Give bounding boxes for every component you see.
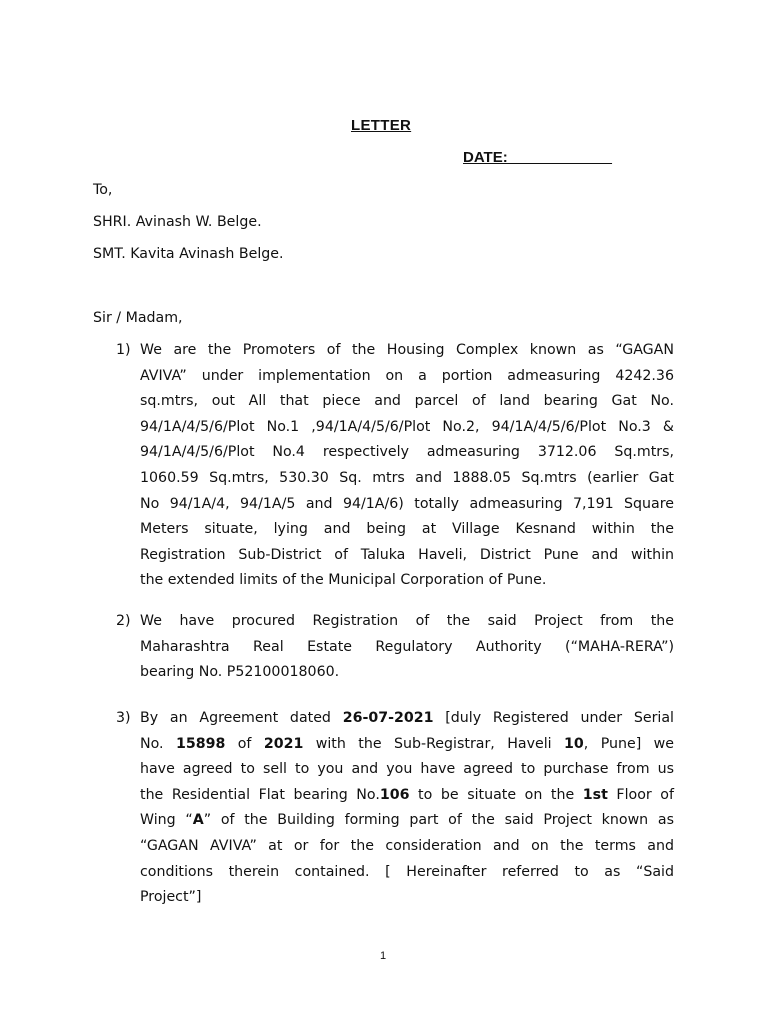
text-run: conditions therein contained. [ Hereinafter referred to as “Said [140, 863, 674, 880]
date-field: DATE: ____________ [463, 149, 612, 166]
paragraph-line [140, 757, 674, 783]
text-run: No. [140, 735, 176, 752]
serial-number: 15898 [175, 735, 226, 752]
text-run: “GAGAN AVIVA” at or for the consideration and on the terms and [140, 837, 674, 854]
paragraph-line [140, 732, 674, 758]
paragraph-line: 1060.59 Sq.mtrs, 530.30 Sq. mtrs and 1888.05 Sq.mtrs (earlier Gat [140, 469, 674, 486]
paragraph-line [140, 885, 674, 911]
greeting: Sir / Madam, [93, 310, 183, 326]
paragraph-line: the extended limits of the Municipal Corporation of Pune. [140, 572, 547, 589]
paragraph-line: We are the Promoters of the Housing Complex known as “GAGAN [140, 342, 674, 358]
floor-number: 1st [582, 786, 608, 803]
paragraph-line [140, 706, 674, 732]
flat-number: 106 [379, 786, 410, 803]
paragraph-body [140, 609, 674, 686]
serial-year: 2021 [263, 735, 304, 752]
text-run: with the Sub-Registrar, Haveli [303, 735, 565, 752]
paragraph-line: Maharashtra Real Estate Regulatory Authority (“MAHA-RERA”) [140, 638, 674, 655]
paragraph-number: 3) [116, 710, 131, 726]
paragraph-line [140, 834, 674, 860]
text-run: Project”] [140, 889, 202, 906]
text-run: , Pune] we [583, 735, 674, 752]
text-run: to be situate on the [409, 786, 583, 803]
paragraph-line [140, 860, 674, 886]
text-run: the Residential Flat bearing No. [140, 786, 380, 803]
salutation-to: To, [93, 182, 113, 198]
text-run: ” of the Building forming part of the said Project known as [203, 812, 674, 829]
paragraph-body [140, 338, 674, 594]
paragraph-line: bearing No. P52100018060. [140, 664, 340, 681]
paragraph-line: We have procured Registration of the said Project from the [140, 613, 674, 629]
text-run: [duly Registered under Serial [433, 710, 674, 726]
paragraph-line: Meters situate, lying and being at Village Kesnand within the [140, 521, 674, 538]
text-run: of [225, 735, 264, 752]
wing-letter: A [192, 812, 204, 829]
paragraph-line: No 94/1A/4, 94/1A/5 and 94/1A/6) totally admeasuring 7,191 Square [140, 495, 674, 512]
paragraph-line: 94/1A/4/5/6/Plot No.4 respectively admeasuring 3712.06 Sq.mtrs, [140, 444, 674, 461]
agreement-date: 26-07-2021 [342, 710, 434, 726]
letter-title: LETTER [351, 117, 412, 134]
paragraph-line: Registration Sub-District of Taluka Haveli, District Pune and within [140, 546, 674, 563]
paragraph-line: 94/1A/4/5/6/Plot No.1 ,94/1A/4/5/6/Plot No.2, 94/1A/4/5/6/Plot No.3 & [140, 418, 674, 435]
paragraph-body [140, 706, 674, 911]
text-run: Wing “ [140, 812, 193, 829]
page-number: 1 [380, 950, 387, 962]
paragraph-number: 2) [116, 613, 131, 629]
text-run: By an Agreement dated [140, 710, 343, 726]
text-run: Floor of [607, 786, 674, 803]
paragraph-line [140, 783, 674, 809]
recipient-1: SHRI. Avinash W. Belge. [93, 214, 262, 230]
text-run: have agreed to sell to you and you have agreed to purchase from us [140, 761, 674, 778]
paragraph-line: AVIVA” under implementation on a portion admeasuring 4242.36 [140, 367, 674, 384]
paragraph-line [140, 808, 674, 834]
recipient-2: SMT. Kavita Avinash Belge. [93, 246, 284, 262]
paragraph-line: sq.mtrs, out All that piece and parcel of land bearing Gat No. [140, 393, 674, 410]
paragraph-number: 1) [116, 342, 131, 358]
haveli-number: 10 [564, 735, 584, 752]
